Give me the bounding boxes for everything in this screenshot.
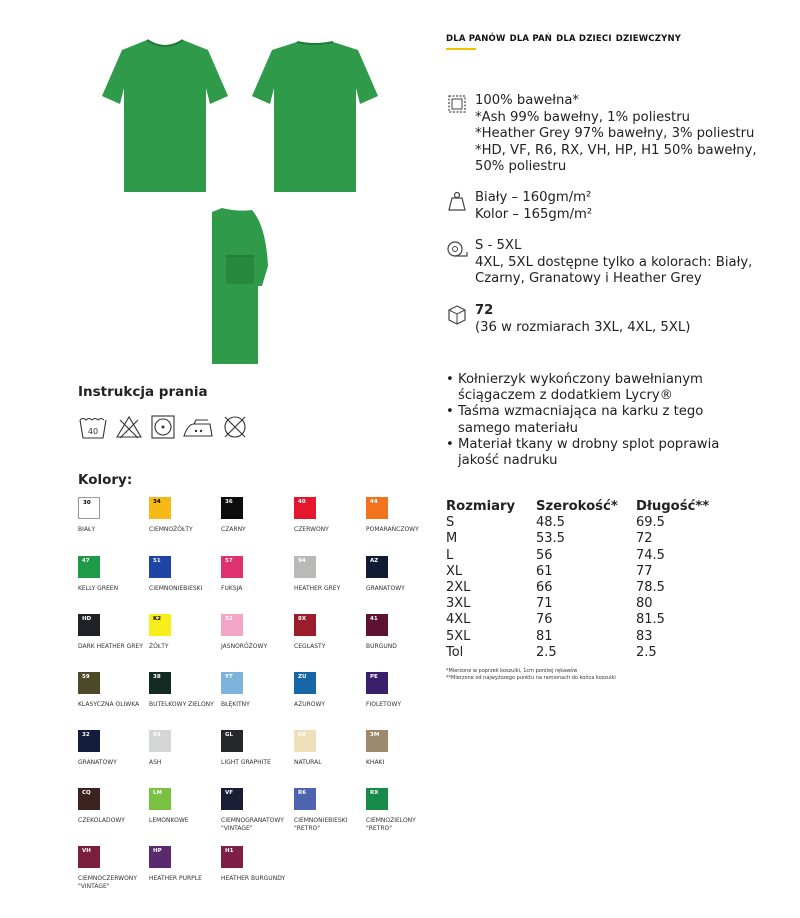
color-swatch[interactable] (149, 556, 221, 593)
table-row (446, 564, 736, 580)
column-header: Rozmiary (446, 499, 516, 514)
color-name: LEMONKOWE (149, 817, 189, 824)
color-chip[interactable]: 41 (366, 614, 388, 636)
table-cell: M (446, 531, 458, 547)
column-header: Szerokość* (536, 499, 618, 514)
color-name: ASH (149, 759, 162, 766)
table-row (446, 515, 736, 531)
table-cell: 81 (536, 628, 553, 644)
color-name: KLASYCZNA OLIWKA (78, 701, 140, 708)
color-name: CIEMNOZIELONY "RETRO" (366, 817, 416, 832)
color-chip[interactable]: 38 (149, 672, 171, 694)
color-chip[interactable]: PE (366, 672, 388, 694)
table-row (446, 548, 736, 564)
color-chip[interactable]: 3M (366, 730, 388, 752)
color-swatch[interactable] (78, 846, 150, 890)
color-name: CIEMNOGRANATOWY "VINTAGE" (221, 817, 284, 832)
color-chip[interactable]: 36 (221, 497, 243, 519)
table-cell: 3XL (446, 596, 471, 612)
list-item: • Kołnierzyk wykończony bawełnianym ściągaczem z dodatkiem Lycry® (446, 372, 703, 404)
color-swatch[interactable] (366, 497, 438, 534)
color-name: GRANATOWY (78, 759, 117, 766)
weight-line: Biały – 160gm/m² (475, 190, 592, 205)
size-range-line: S - 5XL (475, 238, 522, 253)
color-name: KELLY GREEN (78, 585, 119, 592)
table-cell: 74.5 (636, 547, 665, 563)
table-cell: 48.5 (536, 515, 565, 531)
table-cell: 71 (536, 596, 553, 612)
feature-list (446, 372, 719, 469)
table-cell: 4XL (446, 612, 471, 628)
color-name: BIAŁY (78, 526, 96, 533)
tshirt-front-image (100, 38, 230, 194)
color-chip[interactable]: 30 (78, 497, 100, 519)
color-name: CZERWONY (294, 526, 329, 533)
color-chip[interactable]: ZU (294, 672, 316, 694)
table-row (446, 531, 736, 547)
color-name: LIGHT GRAPHITE (221, 759, 271, 766)
color-name: HEATHER GREY (294, 585, 341, 592)
color-swatch[interactable] (366, 730, 438, 767)
weight-line: Kolor – 165gm/m² (475, 206, 593, 222)
color-swatch[interactable] (221, 614, 293, 651)
color-swatch[interactable] (221, 788, 293, 832)
size-table (446, 499, 736, 661)
color-chip[interactable]: VF (221, 788, 243, 810)
active-tab-indicator (446, 48, 476, 50)
column-header: Długość** (636, 499, 710, 514)
color-chip[interactable]: VH (78, 846, 100, 868)
color-name: NATURAL (294, 759, 322, 766)
fabric-line: 50% poliestru (475, 159, 567, 174)
color-name: POMARAŃCZOWY (366, 526, 419, 533)
table-cell: 2XL (446, 580, 471, 596)
color-swatch[interactable] (366, 788, 438, 832)
color-chip[interactable]: CQ (78, 788, 100, 810)
color-swatch[interactable] (294, 730, 366, 767)
color-chip[interactable]: HD (78, 614, 100, 636)
fabric-icon (446, 93, 468, 115)
color-name: GRANATOWY (366, 585, 405, 592)
table-cell: Tol (446, 644, 464, 660)
note-line: *Mierzone w poprzek koszulki, 1cm poniżej rękawów (446, 668, 578, 674)
table-row (446, 596, 736, 612)
size-table-notes (446, 668, 616, 681)
color-swatch[interactable] (221, 672, 293, 709)
fabric-line: *Ash 99% bawełny, 1% poliestru (475, 109, 690, 125)
color-chip[interactable]: 44 (366, 497, 388, 519)
svg-text:40: 40 (87, 427, 99, 436)
color-chip[interactable]: 51 (149, 556, 171, 578)
color-swatch[interactable] (221, 846, 293, 883)
color-swatch[interactable] (366, 672, 438, 709)
color-name: CEGLASTY (294, 643, 326, 650)
table-cell: 77 (636, 563, 653, 579)
color-name: FIOLETOWY (366, 701, 402, 708)
color-swatch[interactable] (78, 788, 150, 825)
colors-title: Kolory: (78, 472, 133, 488)
weight-icon (446, 190, 468, 212)
table-row (446, 612, 736, 628)
color-swatch[interactable] (294, 672, 366, 709)
table-cell: 56 (536, 547, 553, 563)
table-cell: 53.5 (536, 531, 565, 547)
tumble-dry-icon (150, 414, 176, 440)
table-cell: 2.5 (636, 644, 657, 660)
size-range-line: 4XL, 5XL dostępne tylko a kolorach: Biały, (475, 254, 753, 270)
table-cell: 2.5 (536, 644, 557, 660)
table-cell: 76 (536, 612, 553, 628)
pack-spec (446, 303, 690, 336)
color-swatch[interactable] (78, 672, 150, 709)
color-chip[interactable]: GL (221, 730, 243, 752)
size-range-line: Czarny, Granatowy i Heather Grey (475, 271, 702, 286)
list-item: • Materiał tkany w drobny splot poprawia jakość nadruku (446, 436, 720, 469)
color-chip[interactable]: AZ (366, 556, 388, 578)
color-swatch[interactable] (221, 556, 293, 593)
color-swatch[interactable] (221, 497, 293, 534)
color-chip[interactable]: H1 (221, 846, 243, 868)
table-row (446, 629, 736, 645)
no-dry-clean-icon (220, 414, 250, 440)
color-swatch[interactable] (366, 614, 438, 651)
color-chip[interactable]: 32 (78, 730, 100, 752)
color-name: CIEMNONIEBIESKI (149, 585, 203, 592)
pack-note: (36 w rozmiarach 3XL, 4XL, 5XL) (475, 319, 691, 335)
color-name: CIEMNOCZERWONY "VINTAGE" (78, 875, 137, 890)
color-swatch[interactable] (78, 730, 150, 767)
color-swatch[interactable] (366, 556, 438, 593)
color-chip[interactable]: 60 (294, 730, 316, 752)
color-name: BŁĘKITNY (221, 701, 250, 708)
table-cell: 78.5 (636, 580, 665, 596)
color-swatch[interactable] (294, 556, 366, 593)
table-cell: S (446, 515, 455, 531)
color-swatch[interactable] (149, 730, 221, 767)
color-swatch[interactable] (78, 497, 150, 534)
table-cell: 69.5 (636, 515, 665, 531)
fabric-line: *HD, VF, R6, RX, VH, HP, H1 50% bawełny, (475, 142, 757, 158)
color-chip[interactable]: R6 (294, 788, 316, 810)
color-swatch[interactable] (149, 846, 221, 883)
color-chip[interactable]: 52 (221, 614, 243, 636)
wash-40-icon (78, 414, 108, 440)
color-name: CZEKOLADOWY (78, 817, 125, 824)
iron-icon (182, 414, 214, 440)
color-swatch[interactable] (78, 614, 150, 651)
table-row (446, 645, 736, 661)
table-cell: 81.5 (636, 612, 665, 628)
color-chip[interactable]: 8X (294, 614, 316, 636)
color-name: ŻÓŁTY (149, 643, 169, 650)
table-cell: 72 (636, 531, 653, 547)
table-header-row (446, 499, 736, 515)
color-chip[interactable]: LM (149, 788, 171, 810)
box-icon (446, 303, 468, 325)
color-swatch[interactable] (149, 788, 221, 825)
color-chip[interactable]: 34 (149, 497, 171, 519)
color-name: JASNORÓŻOWY (221, 643, 268, 650)
color-name: FUKSJA (221, 585, 243, 592)
color-chip[interactable]: 93 (149, 730, 171, 752)
list-item: • Taśma wzmacniająca na karku z tego samego materiału (446, 404, 704, 436)
tab-women[interactable]: DLA PAŃ (509, 34, 553, 44)
tape-measure-icon (446, 238, 468, 260)
fabric-line: 100% bawełna* (475, 93, 580, 108)
color-name: HEATHER BURGUNDY (221, 875, 286, 882)
audience-tabs (446, 34, 681, 44)
table-row (446, 580, 736, 596)
note-line: **Mierzone od najwyższego punktu na ramionach do końca koszulki (446, 674, 616, 681)
table-cell: L (446, 547, 454, 563)
color-name: KHAKI (366, 759, 385, 766)
color-swatch[interactable] (78, 556, 150, 593)
size-range-spec (446, 238, 752, 288)
fabric-line: *Heather Grey 97% bawełny, 3% poliestru (475, 126, 755, 141)
table-cell: 83 (636, 628, 653, 644)
color-chip[interactable]: HP (149, 846, 171, 868)
color-chip[interactable]: K2 (149, 614, 171, 636)
tshirt-back-image (250, 38, 380, 194)
table-cell: 5XL (446, 628, 471, 644)
weight-spec (446, 190, 592, 223)
color-swatch[interactable] (149, 497, 221, 534)
tshirt-side-image (208, 206, 272, 366)
color-chip[interactable]: YT (221, 672, 243, 694)
table-cell: 66 (536, 580, 553, 596)
color-name: CZARNY (221, 526, 246, 533)
fabric-spec (446, 93, 757, 176)
color-chip[interactable]: 57 (221, 556, 243, 578)
wash-icons (78, 414, 250, 440)
color-chip[interactable]: 94 (294, 556, 316, 578)
tab-men[interactable]: DLA PANÓW (446, 34, 506, 44)
table-cell: 61 (536, 563, 553, 579)
color-swatch[interactable] (294, 497, 366, 534)
color-swatch[interactable] (221, 730, 293, 767)
color-name: HEATHER PURPLE (149, 875, 202, 882)
no-bleach-icon (114, 414, 144, 440)
tab-girls[interactable]: DZIEWCZYNY (615, 34, 682, 44)
wash-instructions-title: Instrukcja prania (78, 384, 208, 400)
color-swatch[interactable] (294, 614, 366, 651)
color-name: CIEMNOŻÓŁTY (149, 526, 193, 533)
color-name: CIEMNONIEBIESKI "RETRO" (294, 817, 348, 832)
color-swatch[interactable] (149, 614, 221, 651)
color-chip[interactable]: 47 (78, 556, 100, 578)
color-swatch[interactable] (294, 788, 366, 832)
color-chip[interactable]: 59 (78, 672, 100, 694)
color-name: AZUROWY (294, 701, 326, 708)
color-chip[interactable]: 40 (294, 497, 316, 519)
tab-kids[interactable]: DLA DZIECI (556, 34, 612, 44)
color-name: BURGUND (366, 643, 397, 650)
color-name: DARK HEATHER GREY (78, 643, 143, 650)
color-name: BUTELKOWY ZIELONY (149, 701, 214, 708)
color-chip[interactable]: RX (366, 788, 388, 810)
color-swatch[interactable] (149, 672, 221, 709)
table-cell: 80 (636, 596, 653, 612)
table-cell: XL (446, 563, 463, 579)
pack-quantity: 72 (475, 303, 494, 318)
